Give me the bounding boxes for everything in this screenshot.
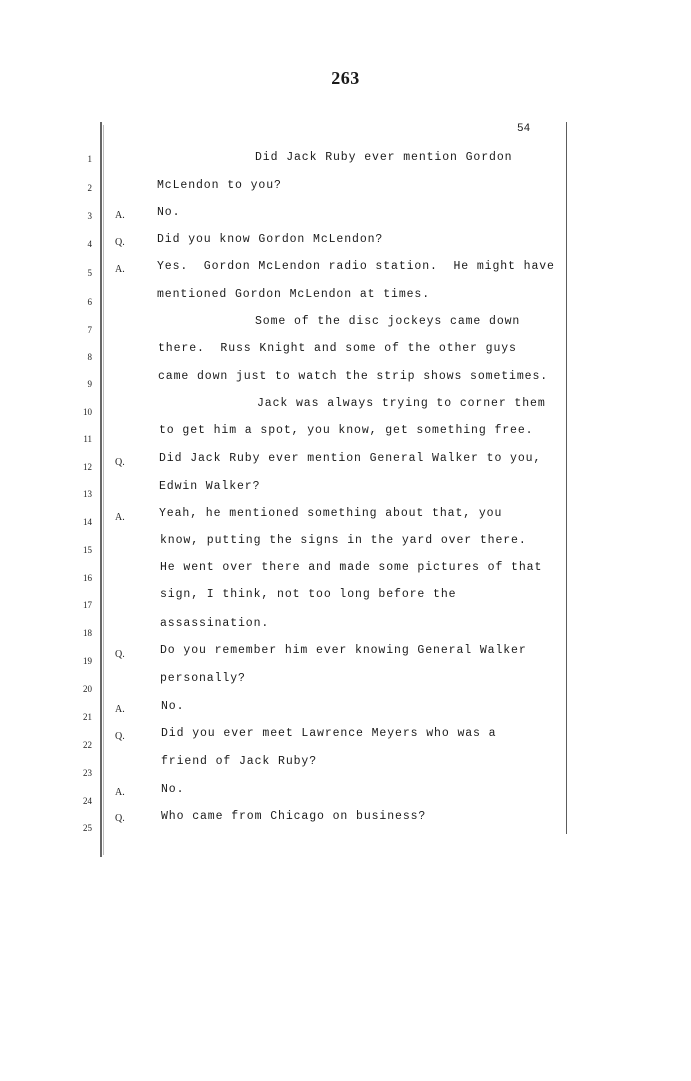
line-number: 16 (83, 573, 92, 583)
transcript-line: there. Russ Knight and some of the other guys (158, 342, 517, 355)
line-number: 14 (83, 517, 92, 527)
line-number: 8 (87, 352, 92, 362)
line-number: 3 (87, 211, 92, 221)
transcript-line: mentioned Gordon McLendon at times. (157, 288, 431, 301)
line-number: 12 (83, 462, 92, 472)
speaker-marker: A. (115, 512, 125, 523)
line-number: 9 (87, 379, 92, 389)
line-number: 22 (83, 740, 92, 750)
line-number: 21 (83, 712, 92, 722)
transcript-line: personally? (160, 672, 246, 685)
transcript-line: Did you ever meet Lawrence Meyers who was a (161, 727, 497, 740)
speaker-marker: Q. (115, 813, 125, 824)
speaker-marker: Q. (115, 237, 125, 248)
transcript-line: No. (161, 783, 185, 796)
transcript-line: came down just to watch the strip shows sometimes. (158, 370, 549, 383)
transcript-line: McLendon to you? (157, 179, 282, 192)
transcript-line: assassination. (160, 617, 270, 630)
page-number: 263 (331, 68, 360, 88)
transcript-line: Did Jack Ruby ever mention General Walker to you, (159, 452, 542, 465)
speaker-marker: A. (115, 210, 125, 221)
line-number: 25 (83, 823, 92, 833)
line-number: 20 (83, 684, 92, 694)
transcript-line: Yes. Gordon McLendon radio station. He might have (157, 260, 555, 273)
line-number: 13 (83, 489, 92, 499)
transcript-line: No. (157, 206, 181, 219)
transcript-line: friend of Jack Ruby? (161, 755, 318, 768)
transcript-line: Edwin Walker? (159, 480, 261, 493)
line-number: 17 (83, 600, 92, 610)
line-number: 4 (87, 239, 92, 249)
transcript-line: No. (161, 700, 185, 713)
line-number: 2 (87, 183, 92, 193)
line-number: 5 (87, 268, 92, 278)
speaker-marker: Q. (115, 457, 125, 468)
transcript-line: Did you know Gordon McLendon? (157, 233, 384, 246)
line-number: 11 (83, 434, 92, 444)
left-margin-rule-inner (103, 125, 104, 855)
right-margin-rule (566, 122, 567, 834)
transcript-line: He went over there and made some pictures of that (160, 561, 543, 574)
transcript-line: Do you remember him ever knowing General Walker (160, 644, 527, 657)
transcript-line: Who came from Chicago on business? (161, 810, 427, 823)
line-number: 19 (83, 656, 92, 666)
line-number: 23 (83, 768, 92, 778)
speaker-marker: Q. (115, 649, 125, 660)
transcript-line: Some of the disc jockeys came down (255, 315, 521, 328)
line-number: 7 (87, 325, 92, 335)
line-number: 6 (87, 297, 92, 307)
line-number: 24 (83, 796, 92, 806)
transcript-line: know, putting the signs in the yard over there. (160, 534, 527, 547)
line-number: 1 (87, 154, 92, 164)
speaker-marker: A. (115, 704, 125, 715)
transcript-line: sign, I think, not too long before the (160, 588, 457, 601)
line-number: 18 (83, 628, 92, 638)
transcript-line: to get him a spot, you know, get something free. (159, 424, 534, 437)
transcript-line: Did Jack Ruby ever mention Gordon (255, 151, 513, 164)
transcript-page-number: 54 (517, 123, 531, 135)
left-margin-rule (100, 122, 102, 857)
line-number: 15 (83, 545, 92, 555)
line-number: 10 (83, 407, 92, 417)
speaker-marker: A. (115, 264, 125, 275)
speaker-marker: A. (115, 787, 125, 798)
transcript-line: Jack was always trying to corner them (257, 397, 546, 410)
transcript-line: Yeah, he mentioned something about that, you (159, 507, 503, 520)
speaker-marker: Q. (115, 731, 125, 742)
